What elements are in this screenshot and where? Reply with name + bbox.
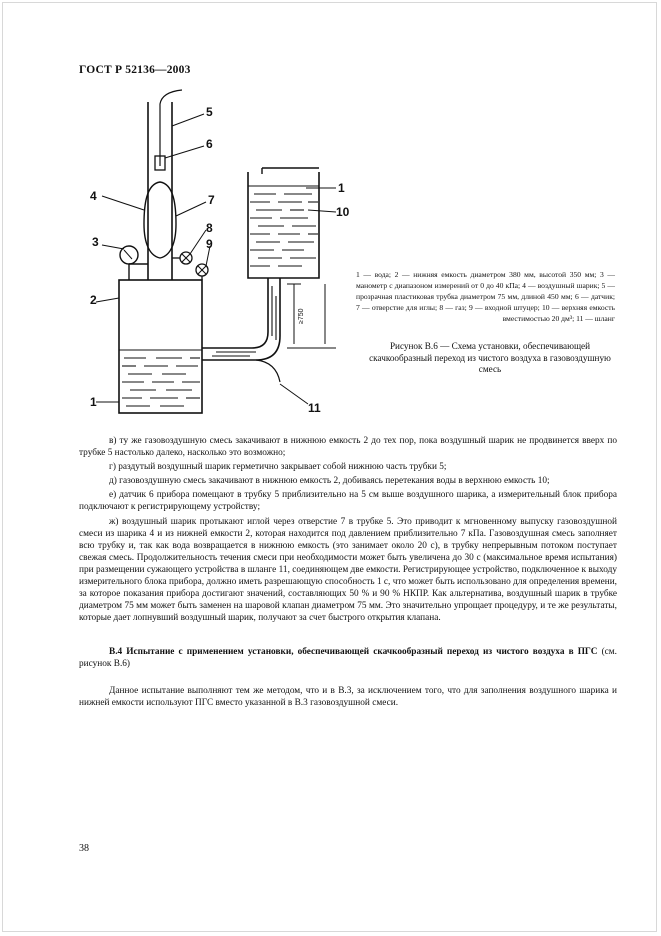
figure-label: 1 <box>90 395 97 409</box>
section-heading <box>79 646 617 670</box>
figure-label: 8 <box>206 221 213 235</box>
figure-label: 1 <box>338 181 345 195</box>
procedure-step: е) датчик 6 прибора помещают в трубку 5 приблизительно на 5 см выше воздушного шарика, а измерительный блок прибора подключают к регистрирующему устройству; <box>79 490 617 513</box>
figure-label: 9 <box>206 237 213 251</box>
standard-header: ГОСТ Р 52136—2003 <box>79 64 191 76</box>
apparatus-figure <box>86 86 371 416</box>
procedure-step: г) раздутый воздушный шарик герметично закрывает собой нижнюю часть трубки 5; <box>109 462 447 473</box>
procedure-step: ж) воздушный шарик протыкают иглой через отверстие 7 в трубке 5. Это приводит к мгновенному выпуску газовоздушной смеси из шарика 4 и из нижней емкости 2, которая находится под давлением приблизительно 7 кПа. Газовоздушная смесь заполняет всю трубку и, так как вода возвращается в нижнюю емкость (это занимает около 20 с), в трубку непрерывным потоком поступает свежая смесь. Продолжительность течения смеси при необходимости может быть увеличена до 30 с (максимальное время испытания) при размещении сужающего устройства в шланге 11, соединяющем две емкости. Регистрирующее устройство, подключенное к выходу измерительного блока прибора, должно иметь разрешающую способность 1 с, что может быть использовано для определения времени, за которое показания прибора достигают значений, составляющих 50 % и 90 % НКПР. Как альтернатива, воздушный шарик в трубке диаметром 75 мм может быть заменен на шаровой клапан диаметром 75 мм. Это значительно упрощает процедуру, и те же результаты, которые дает лопнувший воздушный шарик, получают за счет быстрого открытия клапана. <box>79 516 617 624</box>
figure-label: 10 <box>336 205 350 219</box>
figure-label: 11 <box>308 401 321 415</box>
figure-label: 5 <box>206 105 213 119</box>
figure-legend: 1 — вода; 2 — нижняя емкость диаметром 380 мм, высотой 350 мм; 3 — манометр с диапазоном измерений от 0 до 40 кПа; 4 — воздушный шарик; 5 — прозрачная пластиковая трубка диаметром 75 мм, длиной 450 мм; 6 — датчик; 7 — отверстие для иглы; 8 — газ; 9 — входной штуцер; 10 — верхняя емкость вместимостью 20 дм³; 11 — шланг <box>356 270 615 323</box>
figure-label: 7 <box>208 193 215 207</box>
section-title: В.4 Испытание с применением установки, обеспечивающей скачкообразный переход из чистого воздуха в ПГС <box>109 647 598 657</box>
figure-caption: Рисунок В.6 — Схема установки, обеспечивающей скачкообразный переход из чистого воздуха в газовоздушную смесь <box>369 341 611 374</box>
dimension-label: ≥750 <box>298 308 305 324</box>
figure-label: 4 <box>90 189 97 203</box>
figure-label: 6 <box>206 137 213 151</box>
procedure-step: в) ту же газовоздушную смесь закачивают в нижнюю емкость 2 до тех пор, пока воздушный шарик не продвинется вверх по трубке 5 настолько далеко, насколько это возможно; <box>79 436 617 459</box>
procedure-list <box>79 435 617 626</box>
page-number: 38 <box>79 843 89 854</box>
section-body: Данное испытание выполняют тем же методом, что и в В.3, за исключением того, что для заполнения воздушного шарика и нижней емкости используют ПГС вместо указанной в В.3 газовоздушной смеси. <box>79 686 617 709</box>
figure-label: 2 <box>90 293 97 307</box>
section-figure-ref: (см. рисунок В.6) <box>79 647 617 669</box>
figure-label: 3 <box>92 235 99 249</box>
procedure-step: д) газовоздушную смесь закачивают в нижнюю емкость 2, добиваясь перетекания воды в верхнюю емкость 10; <box>109 476 550 487</box>
